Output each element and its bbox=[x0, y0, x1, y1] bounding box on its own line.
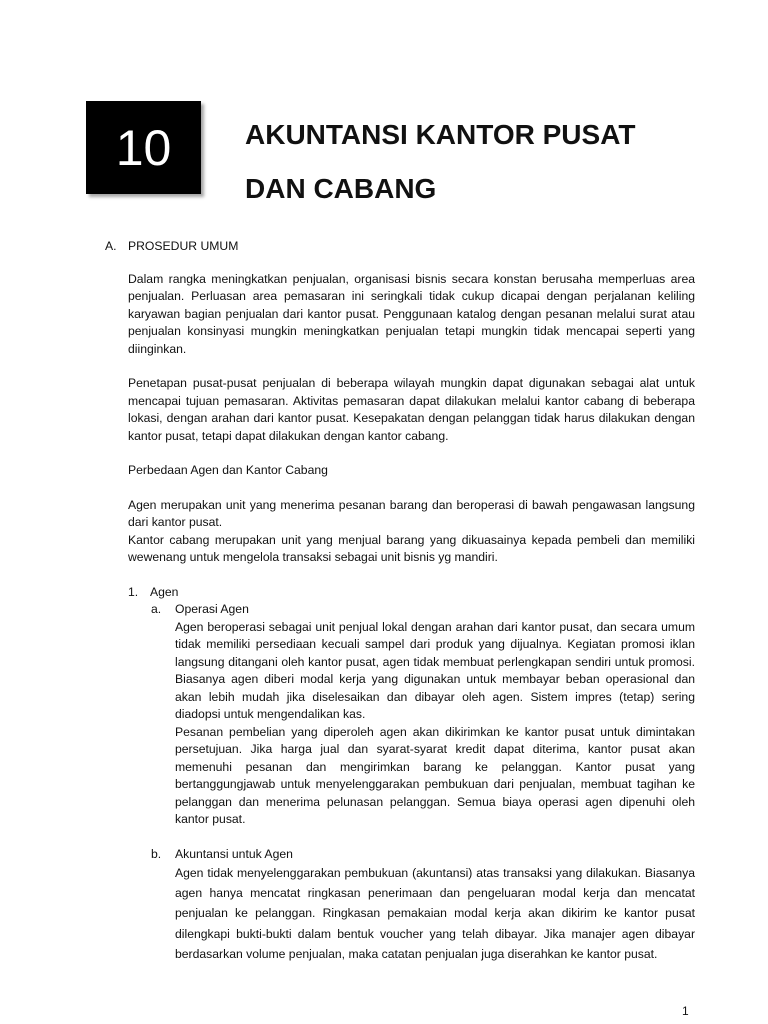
list-item-1 bbox=[105, 584, 695, 602]
chapter-number-box bbox=[86, 101, 201, 194]
paragraph-4: Kantor cabang merupakan unit yang menjual barang yang dikuasainya kepada pembeli dan memiliki wewenang untuk mengelola transaksi sebagai unit bisnis yg mandiri. bbox=[128, 532, 695, 564]
sublist-item-a-marker: a. bbox=[151, 602, 162, 616]
chapter-title bbox=[245, 108, 725, 216]
list-item-1-label: Agen bbox=[150, 584, 179, 599]
chapter-number: 10 bbox=[115, 119, 172, 176]
sublist-item-b-marker: b. bbox=[151, 846, 162, 861]
sublist-item-b bbox=[105, 846, 695, 864]
paragraph-3: Agen merupakan unit yang menerima pesanan barang dan beroperasi di bawah pengawasan langsung dari kantor pusat. bbox=[128, 497, 695, 529]
section-title: PROSEDUR UMUM bbox=[128, 239, 239, 253]
section-marker: A. bbox=[105, 239, 117, 253]
paragraph-2: Penetapan pusat-pusat penjualan di beberapa wilayah mungkin dapat digunakan sebagai alat untuk mencapai tujuan pemasaran. Aktivitas pemasaran dapat dilakukan melalui kantor cabang di beberapa lokasi, dengan arahan dari kantor pusat. Kesepakatan dengan pelanggan tidak harus dilakukan dengan kantor pusat, tetapi dapat dilakukan dengan kantor cabang. bbox=[128, 376, 695, 443]
sublist-item-a-label: Operasi Agen bbox=[175, 602, 249, 616]
document-body bbox=[105, 238, 695, 964]
paragraph-1: Dalam rangka meningkatkan penjualan, organisasi bisnis secara konstan berusaha memperluas area penjualan. Perluasan area pemasaran ini seringkali tidak cukup dicapai dengan perjalanan keliling karyawan bagian penjualan dari kantor pusat. Penggunaan katalog dengan pesanan melalui surat atau penjualan konsinyasi mungkin meningkatkan penjualan tetapi mungkin tidak mencapai seperti yang diinginkan. bbox=[128, 271, 695, 356]
chapter-title-line2: DAN CABANG bbox=[245, 173, 437, 204]
list-item-1-marker: 1. bbox=[128, 584, 139, 599]
subheading: Perbedaan Agen dan Kantor Cabang bbox=[128, 463, 328, 477]
sublist-a-paragraph-2: Pesanan pembelian yang diperoleh agen akan dikirimkan ke kantor pusat untuk dimintakan persetujuan. Jika harga jual dan syarat-syarat kredit dapat diterima, kantor pusat akan memenuhi pesanan dan mengirimkan barang ke pelanggan. Kantor pusat yang bertanggungjawab untuk menyelenggarakan pembukuan dari penjualan, membuat tagihan ke pelanggan dan menerima pelunasan pelanggan. Semua biaya operasi agen dipenuhi oleh kantor pusat. bbox=[175, 724, 695, 826]
sublist-a-paragraph-1: Agen beroperasi sebagai unit penjual lokal dengan arahan dari kantor pusat, dan secara umum tidak memiliki persediaan kecuali sampel dari produk yang dijualnya. Kegiatan promosi iklan langsung ditangani oleh kantor pusat, agen tidak membuat perlengkapan sendiri untuk promosi. Biasanya agen diberi modal kerja yang digunakan untuk membayar beban operasional dan akan lebih mudah jika diselesaikan dan dibayar oleh agen. Sistem impres (tetap) sering diadopsi untuk mengendalikan kas. bbox=[175, 619, 695, 721]
section-heading bbox=[105, 238, 695, 256]
sublist-item-b-label: Akuntansi untuk Agen bbox=[175, 846, 293, 861]
page-number: 1 bbox=[682, 1004, 689, 1018]
chapter-title-line1: AKUNTANSI KANTOR PUSAT bbox=[245, 119, 636, 150]
sublist-item-a bbox=[105, 601, 695, 619]
sublist-b-paragraph-1: Agen tidak menyelenggarakan pembukuan (akuntansi) atas transaksi yang dilakukan. Biasanya agen hanya mencatat ringkasan penerimaan dan pengeluaran modal kerja dan mencatat penjualan ke pelanggan. Ringkasan pemakaian modal kerja akan dikirim ke kantor pusat dilengkapi bukti-bukti dalam bentuk voucher yang telah dibayar. Jika manajer agen dibayar berdasarkan volume penjualan, maka catatan penjualan juga diserahkan ke kantor pusat. bbox=[175, 866, 695, 961]
